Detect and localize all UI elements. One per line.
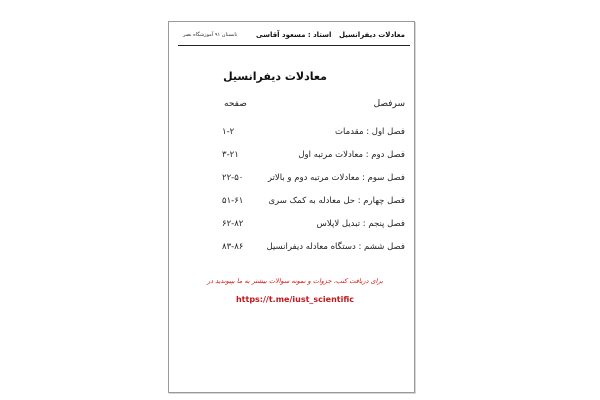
toc-pages: ۳-۲۱: [222, 150, 239, 160]
toc-row: [0, 150, 600, 164]
toc-chapter: فصل پنجم : تبدیل لاپلاس: [316, 219, 405, 229]
column-heading-page: صفحه: [224, 99, 247, 109]
toc-pages: ۲۲-۵۰: [222, 173, 244, 183]
toc-row: [0, 173, 600, 187]
header-term: تابستان ۹۱ آموزشگاه نصر: [183, 32, 238, 38]
toc-pages: ۱-۲: [222, 127, 235, 137]
telegram-link[interactable]: https://t.me/iust_scientific: [235, 295, 355, 304]
toc-row: [0, 219, 600, 233]
join-notice: برای دریافت کتب، جزوات و نمونه سوالات بیشتر به ما بپیوندید در: [207, 277, 383, 285]
toc-row: [0, 196, 600, 210]
toc-pages: ۵۱-۶۱: [222, 196, 244, 206]
toc-pages: ۸۳-۸۶: [222, 242, 244, 252]
document-title: معادلات دیفرانسیل: [223, 70, 327, 83]
header-title: معادلات دیفرانسیل: [338, 31, 405, 39]
toc-chapter: فصل سوم : معادلات مرتبه دوم و بالاتر: [267, 173, 405, 183]
toc-chapter: فصل چهارم : حل معادله به کمک سری: [268, 196, 405, 206]
toc-chapter: فصل دوم : معادلات مرتبه اول: [298, 150, 405, 160]
toc-pages: ۶۲-۸۲: [222, 219, 244, 229]
toc-chapter: فصل اول : مقدمات: [335, 127, 405, 137]
toc-chapter: فصل ششم : دستگاه معادله دیفرانسیل: [266, 242, 405, 252]
column-heading-chapter: سرفصل: [373, 99, 405, 109]
header-instructor: استاد : مسعود آقاسی: [256, 31, 332, 39]
toc-row: [0, 242, 600, 256]
toc-row: [0, 127, 600, 141]
